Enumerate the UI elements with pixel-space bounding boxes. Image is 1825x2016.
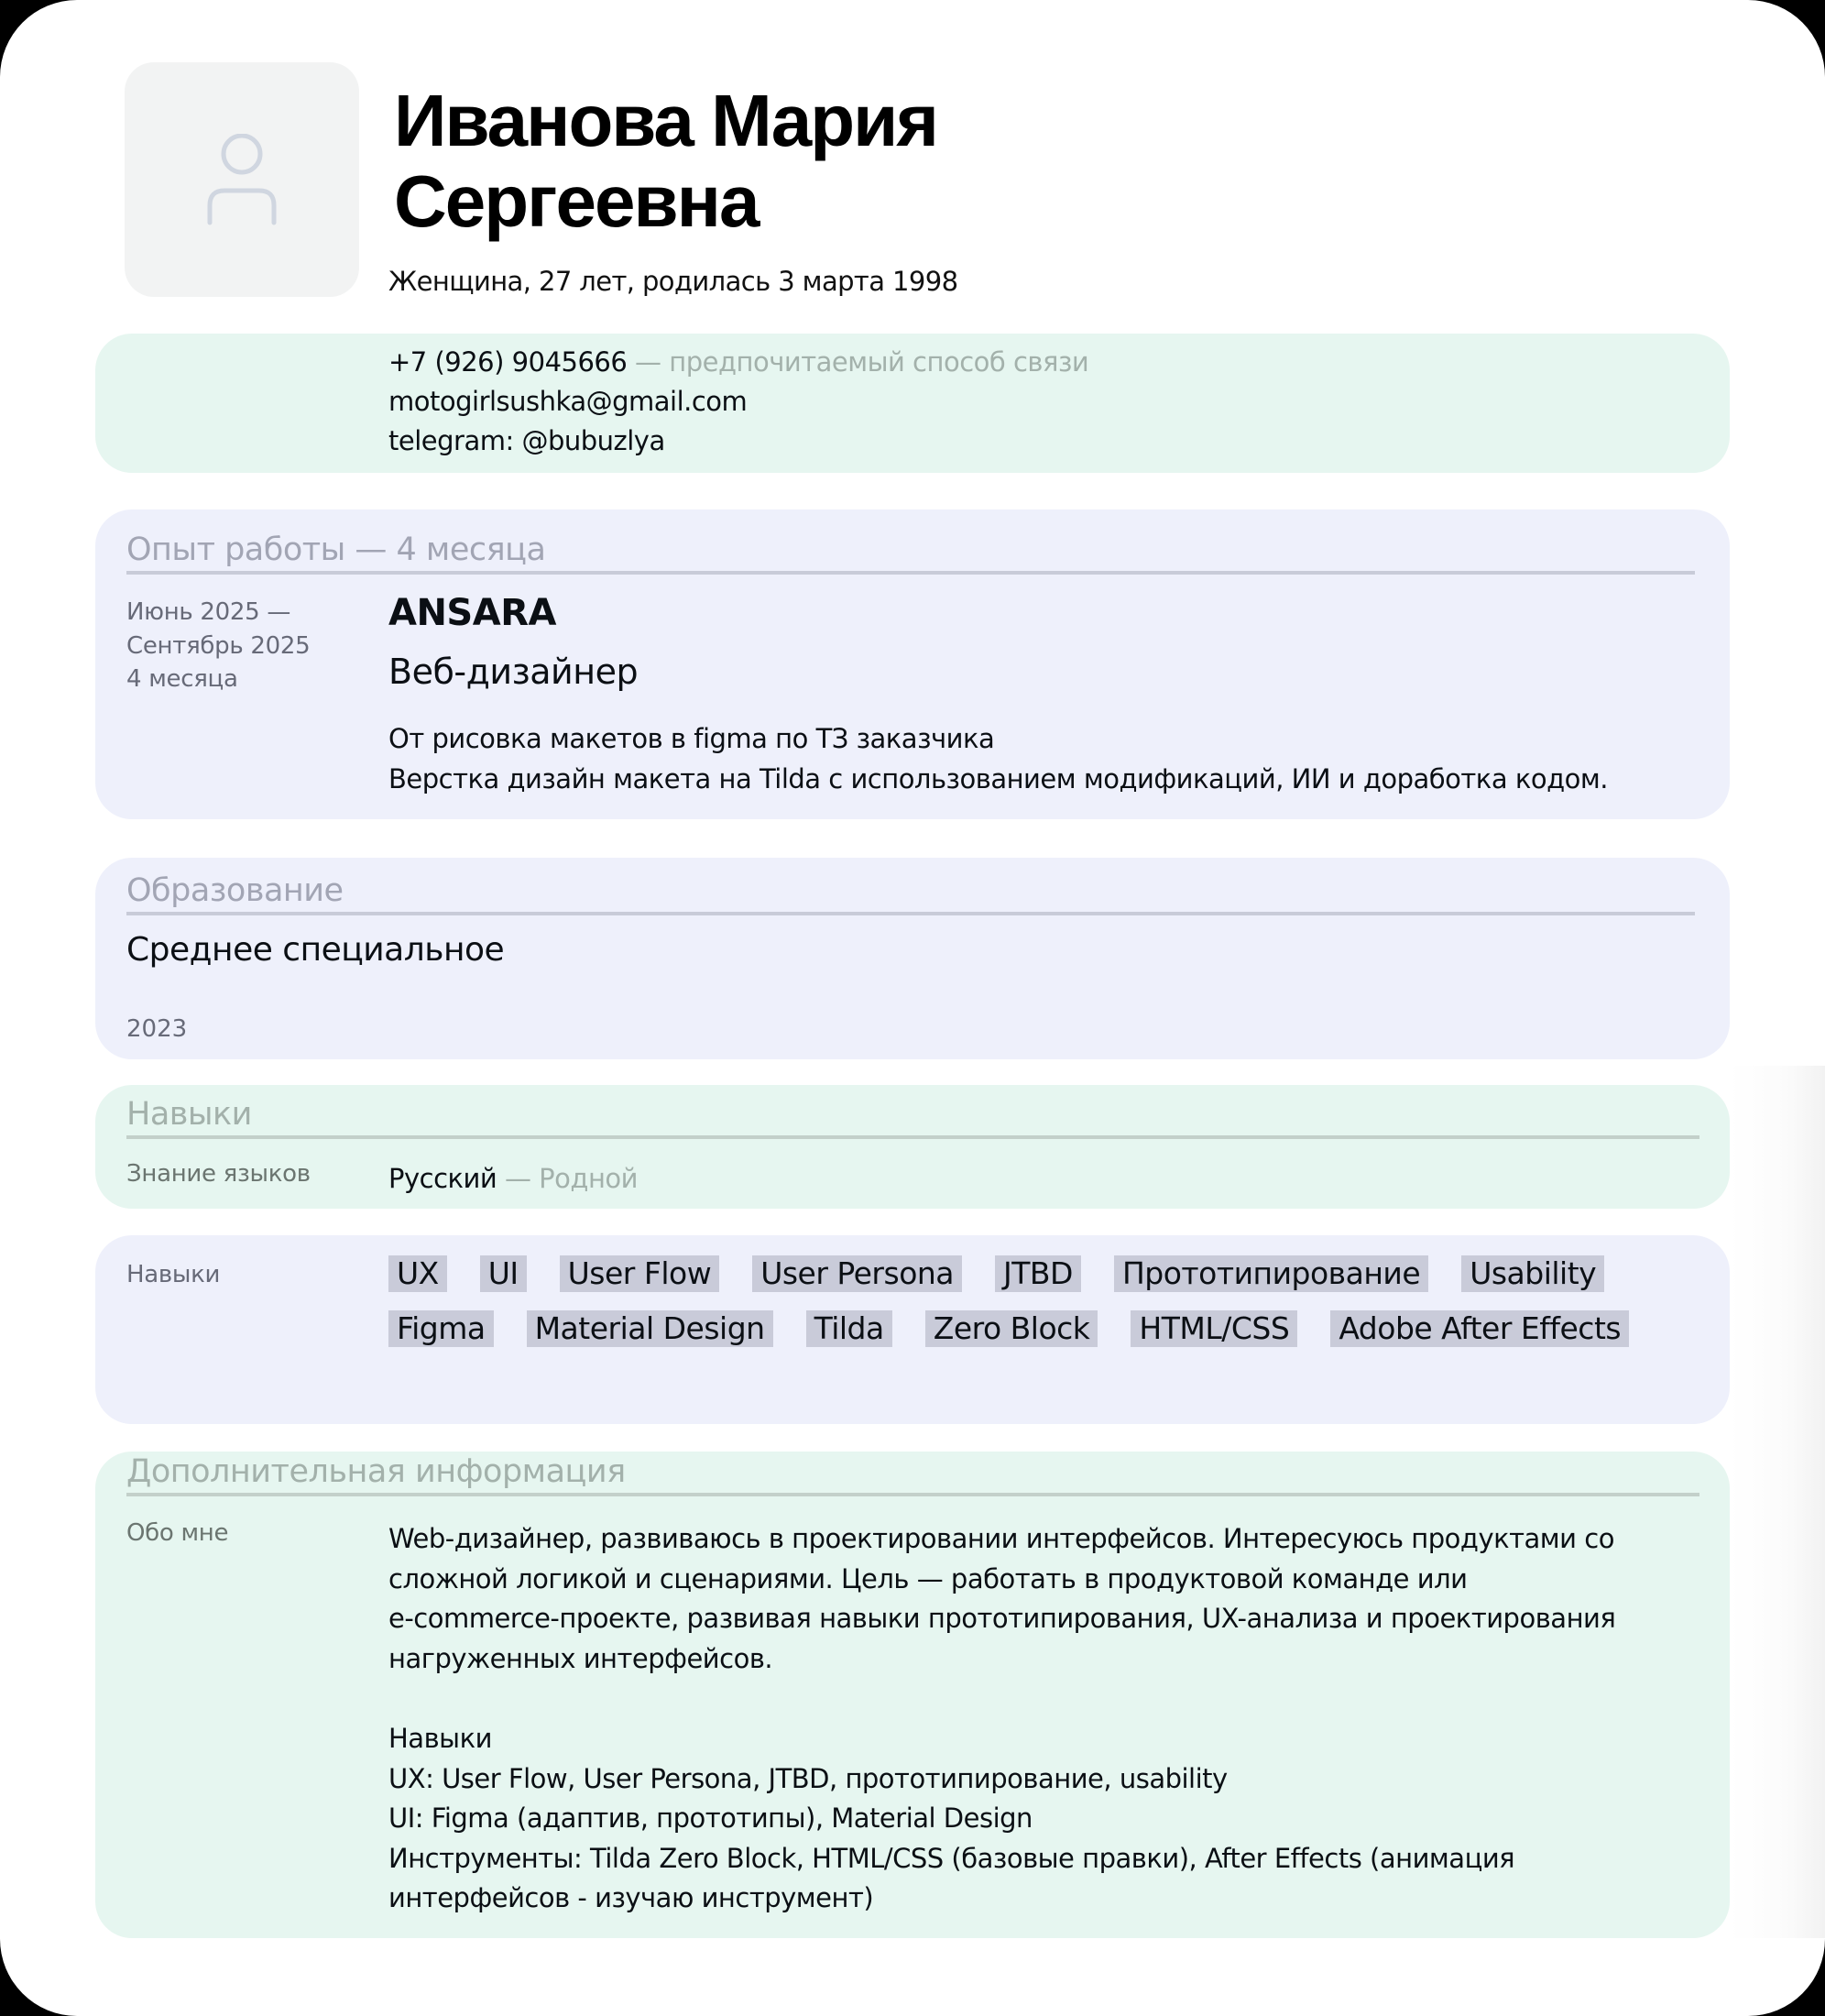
about-line: сложной логикой и сценариями. Цель — работать в продуктовой команде или: [388, 1562, 1468, 1594]
skill-tag: Tilda: [806, 1310, 892, 1347]
job-description-line: От рисовка макетов в figma по ТЗ заказчика: [388, 723, 995, 754]
skill-tag: User Flow: [560, 1255, 720, 1292]
skill-tag: UI: [480, 1255, 527, 1292]
about-skills-line: Навыки: [388, 1722, 492, 1754]
job-position: Веб-дизайнер: [388, 652, 639, 692]
languages-card: [95, 1085, 1730, 1209]
languages-label: Знание языков: [126, 1160, 311, 1188]
additional-info-heading: Дополнительная информация: [126, 1453, 626, 1490]
language-name: Русский: [388, 1163, 497, 1194]
skill-tag: Adobe After Effects: [1330, 1310, 1629, 1347]
education-level: Среднее специальное: [126, 931, 505, 969]
skill-tags: [388, 1255, 1671, 1347]
skill-tag: HTML/CSS: [1131, 1310, 1297, 1347]
skill-tag: UX: [388, 1255, 447, 1292]
skill-tag: Figma: [388, 1310, 494, 1347]
job-dates: [126, 596, 310, 696]
language-row: [388, 1163, 638, 1194]
about-text: [388, 1519, 1615, 1919]
about-label: Обо мне: [126, 1519, 229, 1547]
email-link[interactable]: motogirlsushka@gmail.com: [388, 386, 748, 417]
personal-info: Женщина, 27 лет, родилась 3 марта 1998: [388, 266, 958, 297]
experience-heading: Опыт работы — 4 месяца: [126, 531, 546, 568]
name-line-1: Иванова Мария: [394, 80, 937, 161]
skill-tag: Zero Block: [925, 1310, 1098, 1347]
side-shadow: [1730, 1066, 1825, 1938]
education-year: 2023: [126, 1015, 188, 1043]
skills-card: [95, 1235, 1730, 1424]
experience-card: [95, 509, 1730, 819]
education-card: [95, 858, 1730, 1059]
phone-note: — предпочитаемый способ связи: [627, 346, 1089, 378]
skill-tag: JTBD: [995, 1255, 1081, 1292]
language-level: — Родной: [497, 1163, 639, 1194]
avatar: [125, 62, 359, 297]
skills-label: Навыки: [126, 1261, 221, 1288]
skills-heading: Навыки: [126, 1096, 252, 1133]
education-heading: Образование: [126, 872, 344, 909]
job-date-to: Сентябрь 2025: [126, 631, 311, 660]
phone-link[interactable]: +7 (926) 9045666: [388, 346, 628, 378]
about-line: нагруженных интерфейсов.: [388, 1642, 773, 1674]
job-duration: 4 месяца: [126, 665, 238, 693]
job-description: [388, 718, 1608, 799]
section-divider: [126, 1493, 1699, 1496]
person-icon: [205, 134, 279, 225]
about-line: e-commerce-проекте, развивая навыки прототипирования, UX-анализа и проектирования: [388, 1603, 1616, 1635]
contacts-card: [95, 334, 1730, 473]
job-description-line: Верстка дизайн макета на Tilda с использованием модификаций, ИИ и доработка кодом.: [388, 763, 1608, 794]
about-skills-line: UX: User Flow, User Persona, JTBD, прототипирование, usability: [388, 1762, 1228, 1794]
telegram-link[interactable]: telegram: @bubuzlya: [388, 425, 665, 456]
about-skills-line: интерфейсов - изучаю инструмент): [388, 1882, 874, 1914]
about-line: Web-дизайнер, развиваюсь в проектировании интерфейсов. Интересуюсь продуктами со: [388, 1523, 1614, 1554]
job-date-from: Июнь 2025 —: [126, 598, 291, 626]
skill-tag: Прототипирование: [1114, 1255, 1428, 1292]
skill-tag: User Persona: [752, 1255, 962, 1292]
name-line-2: Сергеевна: [394, 160, 759, 242]
section-divider: [126, 912, 1695, 915]
paragraph-gap: [388, 1679, 1615, 1719]
additional-info-card: [95, 1452, 1730, 1938]
skill-tag: Usability: [1461, 1255, 1604, 1292]
phone-row: [388, 346, 1088, 378]
company-name: ANSARA: [388, 592, 556, 634]
about-skills-line: UI: Figma (адаптив, прототипы), Material Design: [388, 1802, 1033, 1835]
skill-tag: Material Design: [527, 1310, 773, 1347]
section-divider: [126, 571, 1695, 575]
section-divider: [126, 1135, 1699, 1139]
about-skills-line: Инструменты: Tilda Zero Block, HTML/CSS (базовые правки), After Effects (анимация: [388, 1842, 1515, 1874]
candidate-name: [394, 81, 937, 242]
